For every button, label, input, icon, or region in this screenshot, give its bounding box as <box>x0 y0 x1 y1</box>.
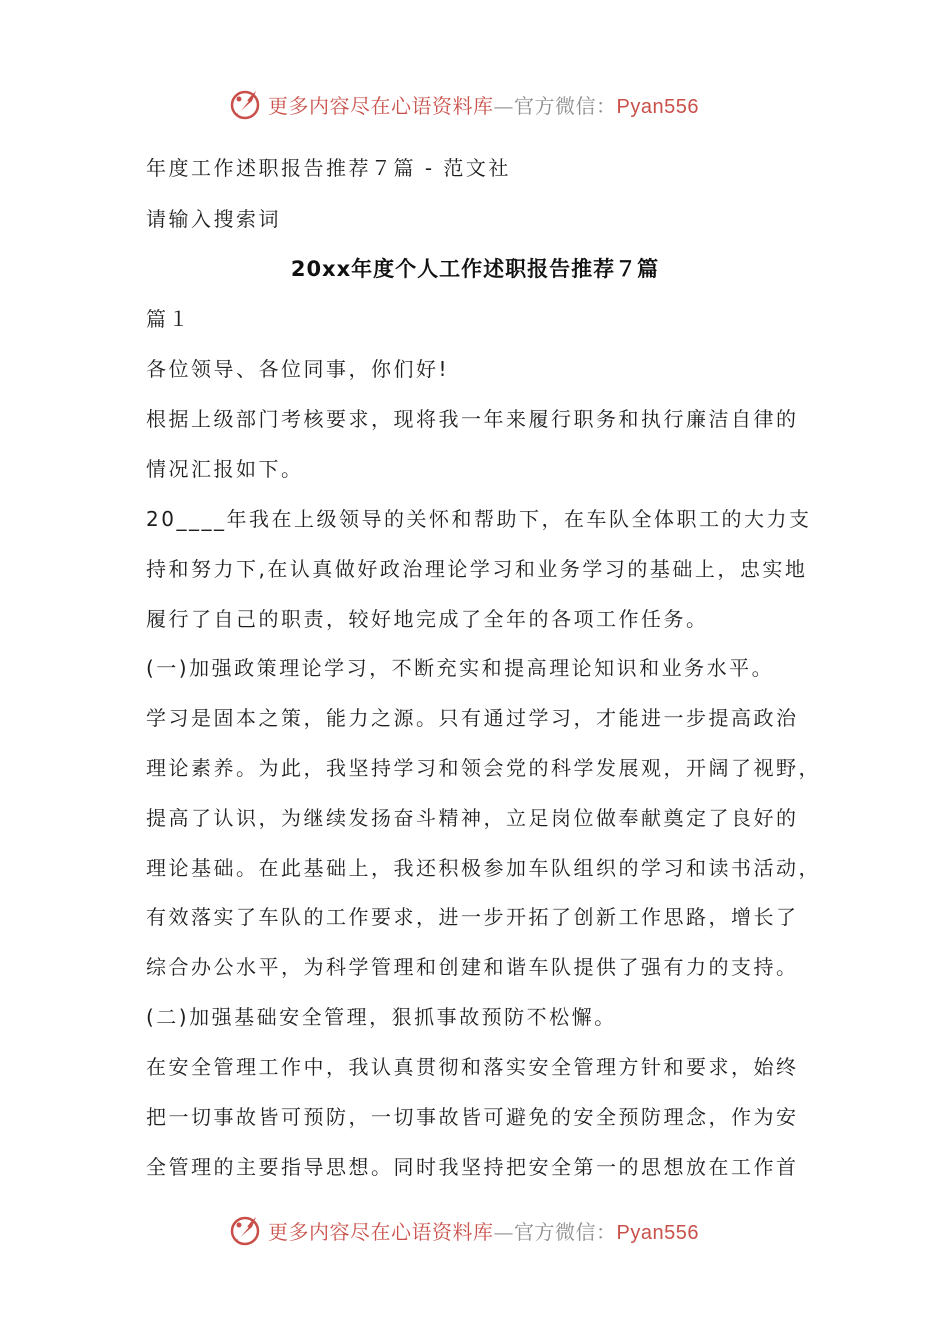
banner-wechat-id: Pyan556 <box>616 95 699 118</box>
body-line: 提高了认识，为继续发扬奋斗精神，立足岗位做奉献奠定了良好的 <box>146 806 799 830</box>
search-placeholder: 请输入搜索词 <box>146 207 281 231</box>
body-line: 各位领导、各位同事，你们好! <box>146 357 450 381</box>
body-line: 情况汇报如下。 <box>146 457 304 481</box>
body-line: 篇１ <box>146 307 191 331</box>
body-line: 20____年我在上级领导的关怀和帮助下，在车队全体职工的大力支 <box>146 507 812 531</box>
body-line: 在安全管理工作中，我认真贯彻和落实安全管理方针和要求，始终 <box>146 1055 799 1079</box>
body-line: 学习是固本之策，能力之源。只有通过学习，才能进一步提高政治 <box>146 706 799 730</box>
body-line: 全管理的主要指导思想。同时我坚持把安全第一的思想放在工作首 <box>146 1155 799 1179</box>
body-line: (一)加强政策理论学习，不断充实和提高理论知识和业务水平。 <box>146 656 775 680</box>
banner-wechat-label: 官方微信： <box>514 1219 617 1244</box>
banner-slogan: 更多内容尽在心语资料库 <box>268 1219 494 1244</box>
body-line: (二)加强基础安全管理，狠抓事故预防不松懈。 <box>146 1005 617 1029</box>
doc-title: 20xx年度个人工作述职报告推荐７篇 <box>290 257 660 281</box>
banner-wechat-label: 官方微信： <box>514 93 617 118</box>
quill-pen-logo-icon <box>228 87 262 121</box>
banner-slogan: 更多内容尽在心语资料库 <box>268 93 494 118</box>
banner-separator: — <box>493 93 514 118</box>
site-title: 年度工作述职报告推荐７篇 - 范文社 <box>146 156 511 180</box>
body-line: 履行了自己的职责，较好地完成了全年的各项工作任务。 <box>146 607 709 631</box>
quill-pen-logo-icon <box>228 1213 262 1247</box>
body-line: 持和努力下,在认真做好政治理论学习和业务学习的基础上，忠实地 <box>146 557 808 581</box>
body-line: 把一切事故皆可预防，一切事故皆可避免的安全预防理念，作为安 <box>146 1105 799 1129</box>
body-line: 有效落实了车队的工作要求，进一步开拓了创新工作思路，增长了 <box>146 905 799 929</box>
body-line: 理论素养。为此，我坚持学习和领会党的科学发展观，开阔了视野， <box>146 756 821 780</box>
footer-banner <box>228 1208 748 1252</box>
banner-text <box>268 1216 699 1245</box>
banner-text <box>268 90 699 119</box>
banner-wechat-id: Pyan556 <box>616 1221 699 1244</box>
body-line: 综合办公水平，为科学管理和创建和谐车队提供了强有力的支持。 <box>146 955 799 979</box>
body-line: 根据上级部门考核要求，现将我一年来履行职务和执行廉洁自律的 <box>146 407 799 431</box>
banner-separator: — <box>493 1219 514 1244</box>
body-line: 理论基础。在此基础上，我还积极参加车队组织的学习和读书活动， <box>146 856 821 880</box>
header-banner <box>228 82 748 126</box>
